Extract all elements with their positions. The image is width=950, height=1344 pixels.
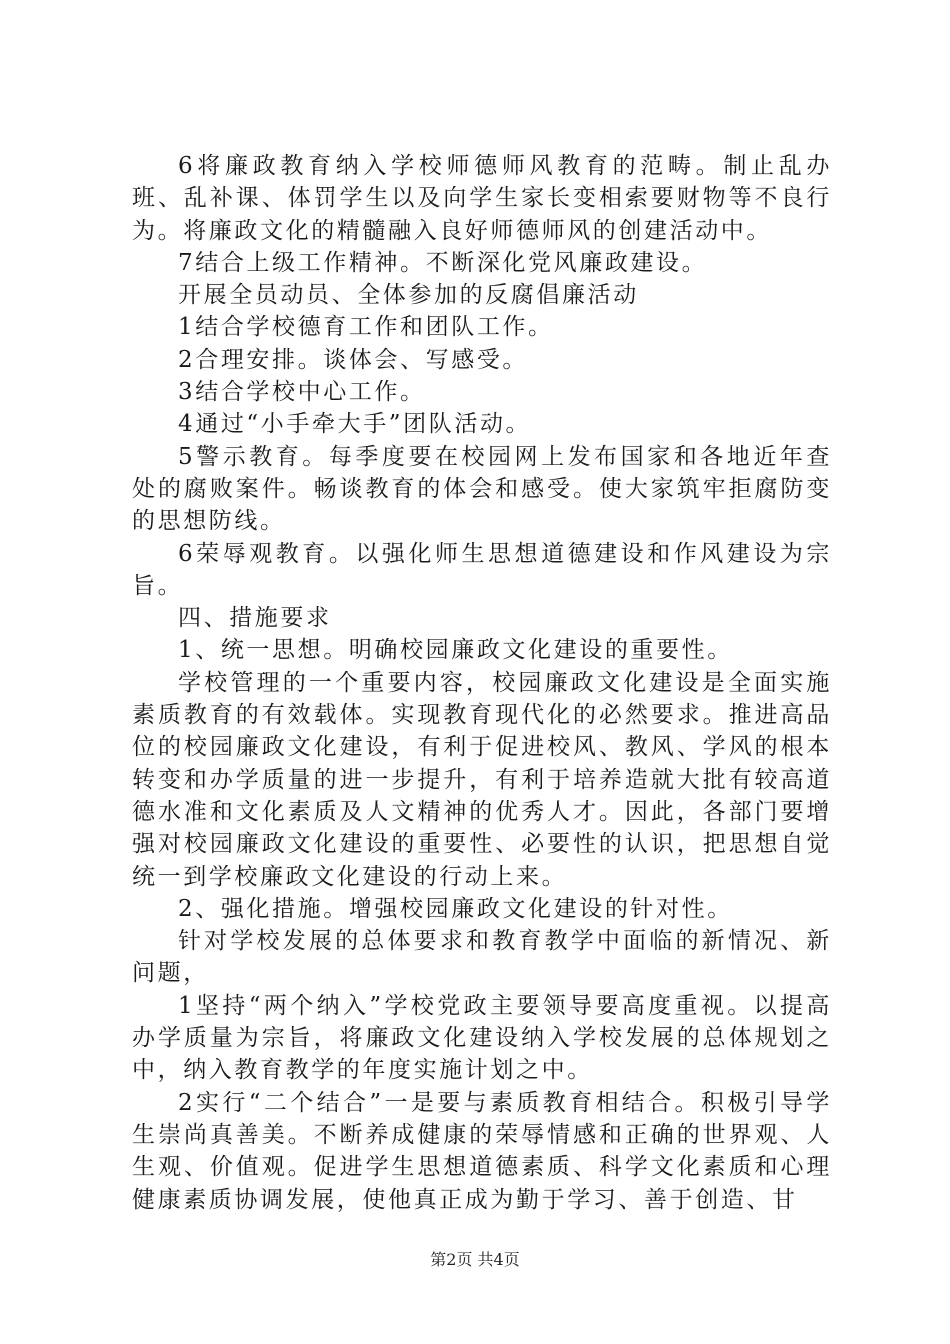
document-body [132,150,832,1216]
paragraph: 2、强化措施。增强校园廉政文化建设的针对性。 [178,895,733,922]
paragraph: 7结合上级工作精神。不断深化党风廉政建设。 [178,249,708,276]
paragraph: 6荣辱观教育。以强化师生思想道德建设和作风建设为宗旨。 [132,540,832,599]
page-number-footer: 第2页 共4页 [430,1250,520,1269]
paragraph: 6将廉政教育纳入学校师德师风教育的范畴。制止乱办班、乱补课、体罚学生以及向学生家长变相索要财物等不良行为。将廉政文化的精髓融入良好师德师风的创建活动中。 [132,153,832,244]
paragraph: 1、统一思想。明确校园廉政文化建设的重要性。 [178,637,733,664]
section-heading: 四、措施要求 [178,605,332,632]
paragraph: 学校管理的一个重要内容，校园廉政文化建设是全面实施素质教育的有效载体。实现教育现代化的必然要求。推进高品位的校园廉政文化建设，有利于促进校风、教风、学风的根本转变和办学质量的进一步提升，有利于培养造就大批有较高道德水准和文化素质及人文精神的优秀人才。因此，各部门要增强对校园廉政文化建设的重要性、必要性的认识，把思想自觉统一到学校廉政文化建设的行动上来。 [132,669,832,890]
paragraph: 5警示教育。每季度要在校园网上发布国家和各地近年查处的腐败案件。畅谈教育的体会和感受。使大家筑牢拒腐防变的思想防线。 [132,443,832,535]
paragraph: 4通过“小手牵大手”团队活动。 [178,411,532,438]
paragraph: 2合理安排。谈体会、写感受。 [178,346,529,373]
paragraph: 开展全员动员、全体参加的反腐倡廉活动 [178,282,639,309]
paragraph: 1坚持“两个纳入”学校党政主要领导要高度重视。以提高办学质量为宗旨，将廉政文化建设纳入学校发展的总体规划之中，纳入教育教学的年度实施计划之中。 [132,992,832,1084]
paragraph: 2实行“二个结合”一是要与素质教育相结合。积极引导学生崇尚真善美。不断养成健康的荣辱情感和正确的世界观、人生观、价值观。促进学生思想道德素质、科学文化素质和心理健康素质协调发展，使他真正成为勤于学习、善于创造、甘 [132,1089,832,1213]
paragraph: 针对学校发展的总体要求和教育教学中面临的新情况、新问题， [132,928,832,987]
paragraph: 3结合学校中心工作。 [178,379,426,406]
paragraph: 1结合学校德育工作和团队工作。 [178,314,554,341]
